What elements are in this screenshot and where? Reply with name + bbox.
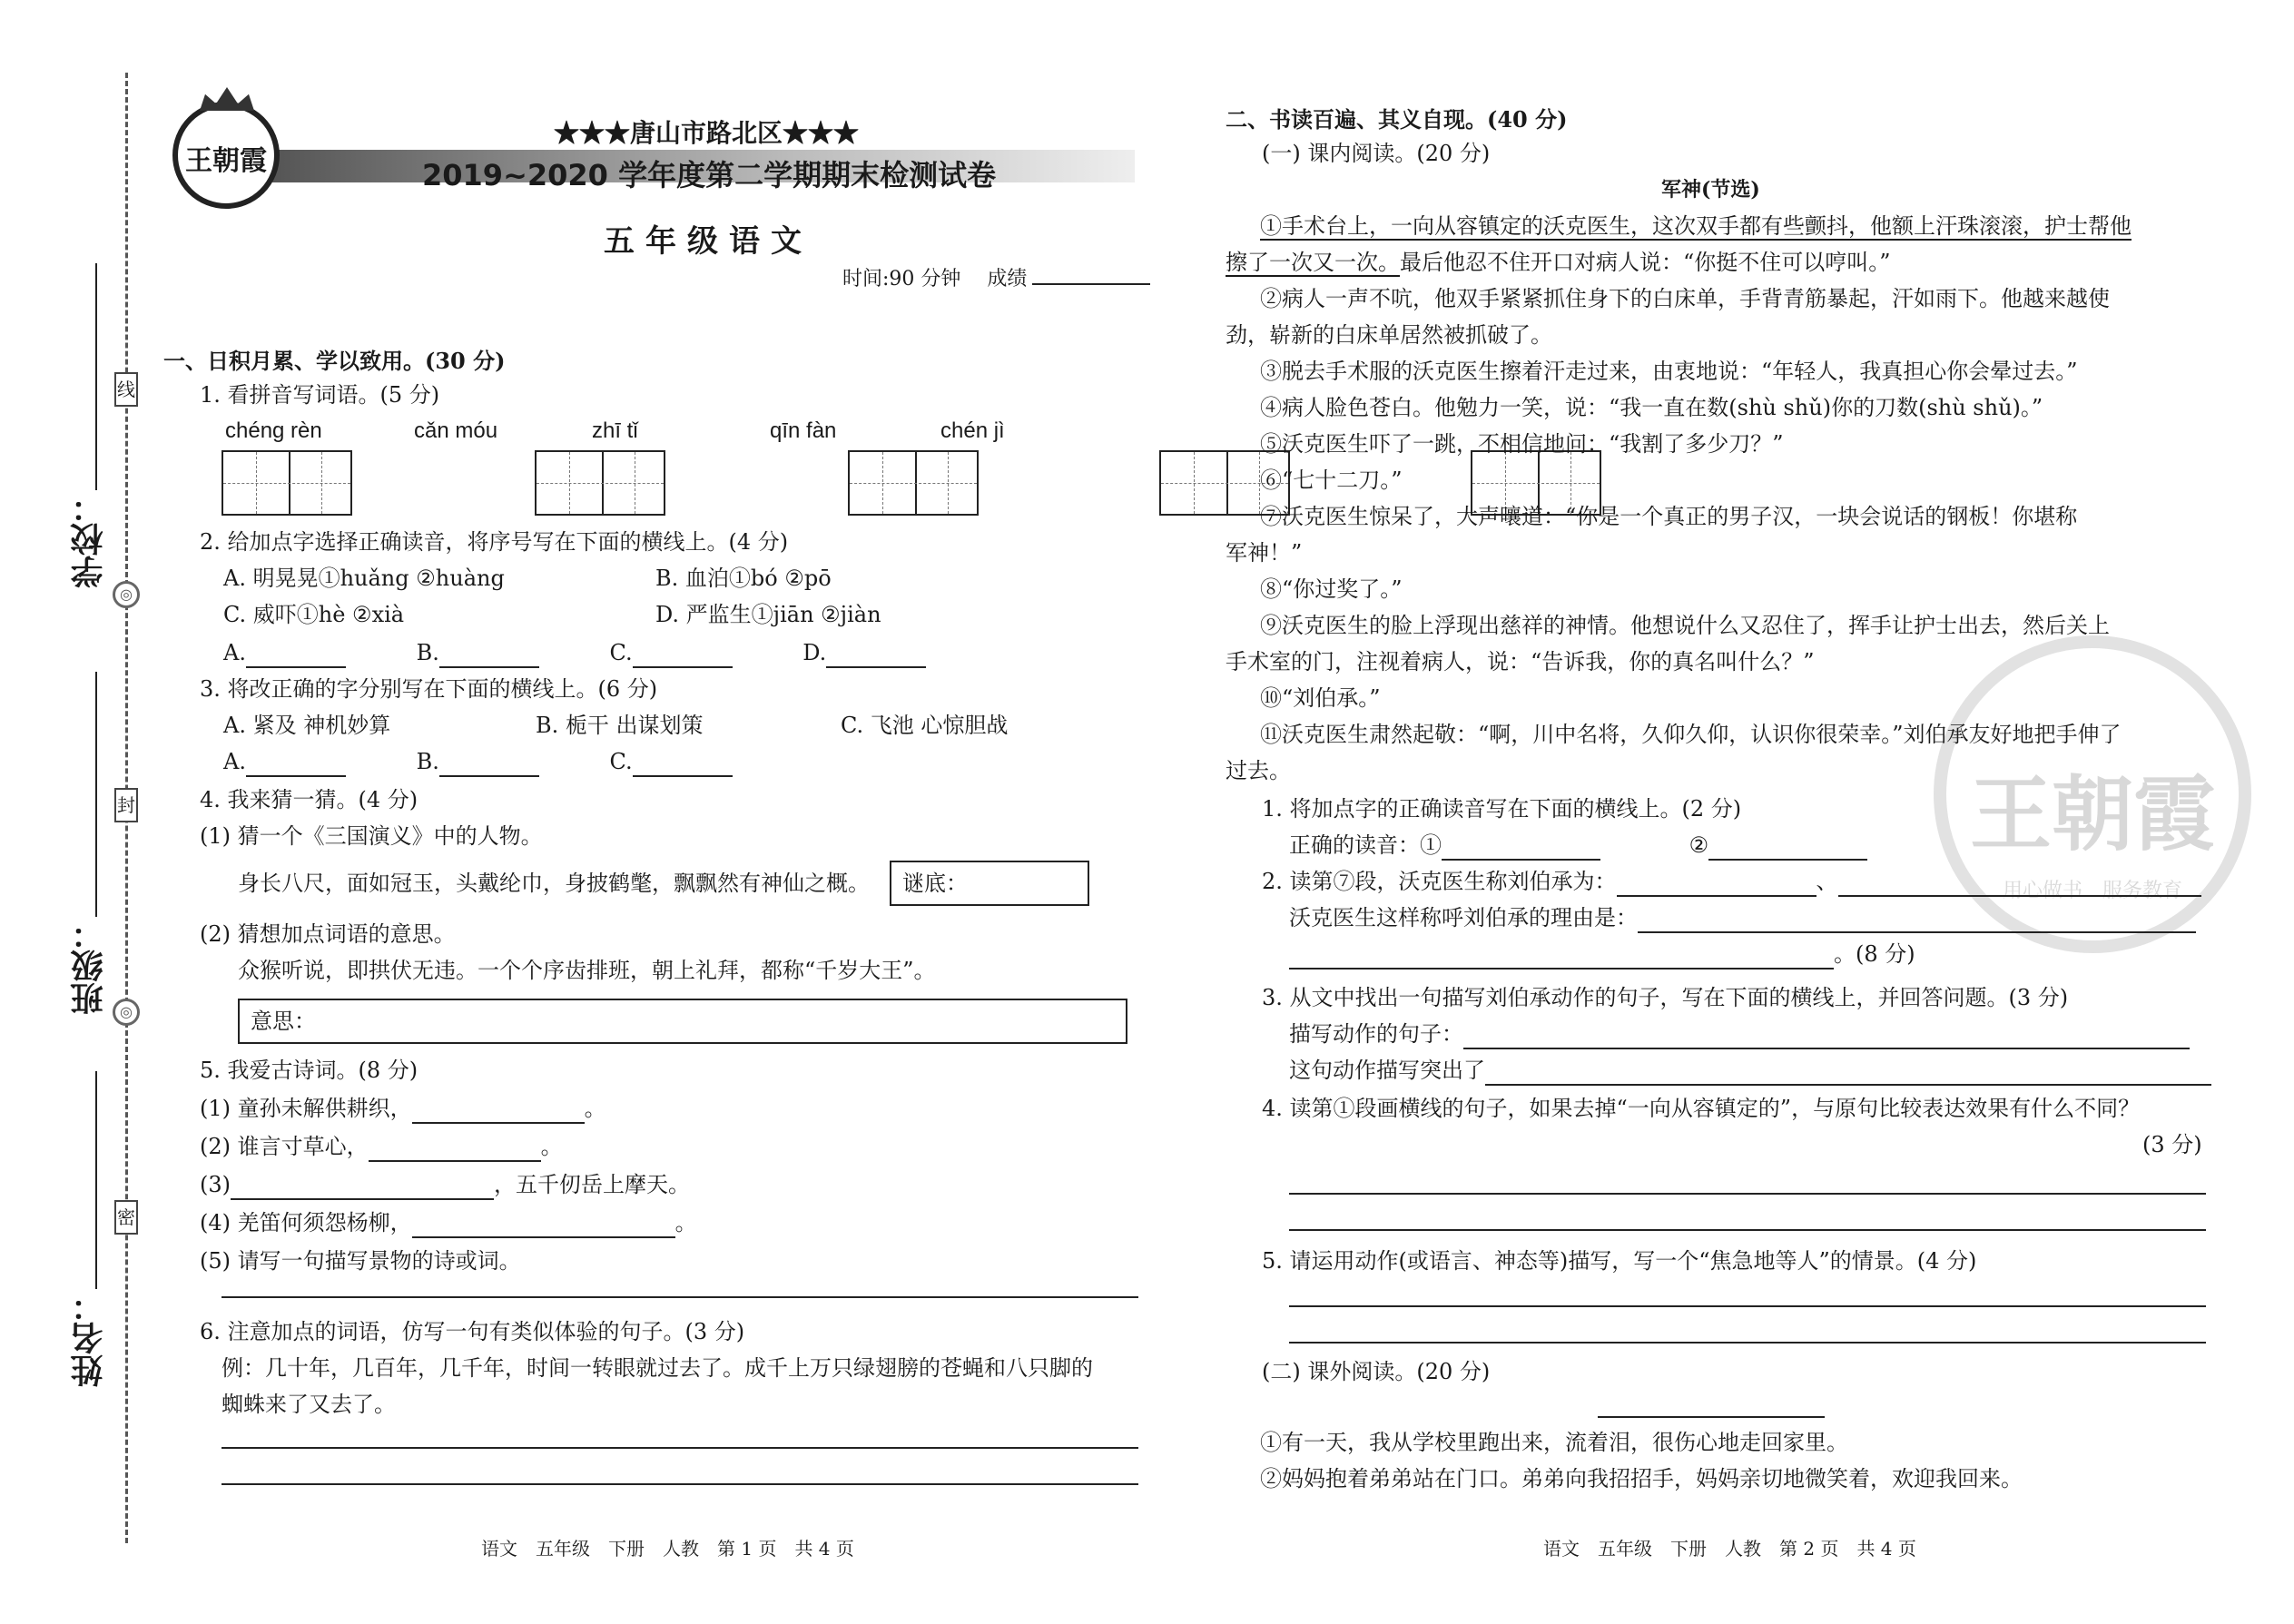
- answer-blank[interactable]: [439, 643, 539, 668]
- class-label: 班级：: [70, 917, 108, 1015]
- s2-q1-answer: 正确的读音：① ②: [1289, 830, 1867, 861]
- q3-option-a: A. 紧及 神机妙算: [223, 713, 391, 738]
- score-field[interactable]: [1032, 283, 1150, 285]
- answer-blank[interactable]: [633, 752, 733, 777]
- q2-option-a: A. 明晃晃①huǎng ②huàng: [223, 566, 505, 591]
- s2-q2: 2. 读第⑦段，沃克医生称刘伯承为： 、: [1262, 866, 2201, 897]
- answer-blank[interactable]: [439, 752, 539, 777]
- s2-q3-b: 这句动作描写突出了: [1289, 1055, 2211, 1086]
- q1-pinyin-3: zhī tǐ: [592, 418, 638, 443]
- seal-line-mark: 线: [114, 372, 138, 407]
- name-label: 姓名：: [70, 1289, 108, 1387]
- q1-pinyin-1: chéng rèn: [225, 418, 322, 443]
- answer-blank[interactable]: [1463, 1024, 2190, 1049]
- s2-q2-score: 。(8 分): [1289, 939, 1915, 969]
- para-9b: 手术室的门，注视着病人，说：“告诉我，你的真名叫什么？”: [1226, 649, 1815, 674]
- para-1b: 擦了一次又一次。最后他忍不住开口对病人说：“你挺不住可以哼叫。”: [1226, 250, 1891, 275]
- para-11a: ⑪沃克医生肃然起敬：“啊，川中名将，久仰久仰，认识你很荣幸。”刘伯承友好地把手伸了: [1260, 722, 2122, 747]
- s2-q2-reason: 沃克医生这样称呼刘伯承的理由是：: [1289, 902, 2196, 933]
- footer-right: 语文 五年级 下册 人教 第 2 页 共 4 页: [1543, 1538, 1916, 1560]
- exam-title: 2019~2020 学年度第二学期期末检测试卷: [422, 158, 997, 192]
- para-6: ⑥“七十二刀。”: [1260, 468, 1403, 493]
- q6-example-2: 蜘蛛来了又去了。: [222, 1392, 396, 1417]
- part2-title: (二) 课外阅读。(20 分): [1262, 1359, 1491, 1384]
- part1-title: (一) 课内阅读。(20 分): [1262, 141, 1491, 166]
- s2-q4: 4. 读第①段画横线的句子，如果去掉“一向从容镇定的”，与原句比较表达效果有什么不同？: [1262, 1096, 2141, 1121]
- s2-q1: 1. 将加点字的正确读音写在下面的横线上。(2 分): [1262, 796, 1742, 822]
- q2-option-d: D. 严监生①jiān ②jiàn: [655, 602, 881, 627]
- para-7b: 军神！”: [1226, 540, 1303, 566]
- q4-part2-text: 众猴听说，即拱伏无违。一个个序齿排班，朝上礼拜，都称“千岁大王”。: [238, 958, 936, 983]
- riddle-answer-box[interactable]: 谜底：: [890, 861, 1089, 906]
- publisher-watermark: 王朝霞 用心做书 服务教育: [1934, 635, 2251, 953]
- name-write-line[interactable]: [95, 1071, 97, 1289]
- school-write-line[interactable]: [95, 263, 97, 490]
- s2-q3-a: 描写动作的句子：: [1289, 1019, 2190, 1049]
- q1-pinyin-4: qīn fàn: [770, 418, 837, 443]
- exam-meta: 时间:90 分钟 成绩: [842, 263, 1150, 291]
- q4-part1: (1) 猜一个《三国演义》中的人物。: [200, 823, 543, 849]
- section2-title: 二、书读百遍、其义自现。(40 分): [1226, 106, 1568, 133]
- q1-pinyin-5: chén jì: [940, 418, 1005, 443]
- q4-part2: (2) 猜想加点词语的意思。: [200, 921, 456, 947]
- seal-seal-mark: 封: [114, 788, 138, 822]
- answer-line[interactable]: [1289, 1229, 2206, 1231]
- s2-q3: 3. 从文中找出一句描写刘伯承动作的句子，写在下面的横线上，并回答问题。(3 分): [1262, 985, 2069, 1010]
- answer-line[interactable]: [222, 1483, 1138, 1485]
- answer-blank[interactable]: [1485, 1060, 2211, 1086]
- para-7a: ⑦沃克医生惊呆了，大声嚷道：“你是一个真正的男子汉，一块会说话的钢板！你堪称: [1260, 504, 2078, 529]
- s2-q4-score: (3 分): [2142, 1132, 2202, 1157]
- exam-region: ★★★唐山市路北区★★★: [554, 118, 860, 148]
- answer-blank[interactable]: [412, 1098, 585, 1124]
- para-5: ⑤沃克医生吓了一跳，不相信地问：“我割了多少刀？”: [1260, 431, 1784, 457]
- binding-strip: [0, 0, 154, 1624]
- meaning-answer-box[interactable]: 意思：: [238, 999, 1127, 1044]
- writing-grid[interactable]: [848, 450, 979, 516]
- publisher-logo: 王朝霞: [172, 102, 280, 209]
- footer-left: 语文 五年级 下册 人教 第 1 页 共 4 页: [481, 1538, 854, 1560]
- para-11b: 过去。: [1226, 758, 1291, 783]
- para-4: ④病人脸色苍白。他勉力一笑，说：“我一直在数(shù shǔ)你的刀数(shù shǔ)。”: [1260, 395, 2043, 420]
- para-9a: ⑨沃克医生的脸上浮现出慈祥的神情。他想说什么又忍住了，挥手让护士出去，然后关上: [1260, 613, 2110, 638]
- answer-blank[interactable]: [246, 643, 346, 668]
- q4-stem: 4. 我来猜一猜。(4 分): [200, 787, 418, 812]
- q4-part1-text: 身长八尺，面如冠玉，头戴纶巾，身披鹤氅，飘飘然有神仙之概。: [238, 871, 870, 896]
- answer-blank[interactable]: [1617, 871, 1816, 897]
- q3-stem: 3. 将改正确的字分别写在下面的横线上。(6 分): [200, 676, 658, 702]
- writing-grid[interactable]: [535, 450, 665, 516]
- answer-line[interactable]: [222, 1296, 1138, 1298]
- answer-blank[interactable]: [369, 1137, 541, 1162]
- answer-blank[interactable]: [1442, 835, 1600, 861]
- para-8: ⑧“你过奖了。”: [1260, 576, 1403, 602]
- answer-blank[interactable]: [1289, 944, 1834, 969]
- answer-blank[interactable]: [826, 643, 926, 668]
- punch-hole-icon: ◎: [113, 581, 140, 608]
- para-10: ⑩“刘伯承。”: [1260, 685, 1381, 711]
- answer-line[interactable]: [222, 1447, 1138, 1449]
- q2-option-b: B. 血泊①bó ②pō: [655, 566, 832, 591]
- answer-blank[interactable]: [412, 1213, 675, 1238]
- q5-line-4: (4) 羌笛何须怨杨柳， 。: [200, 1207, 697, 1238]
- answer-blank[interactable]: [633, 643, 733, 668]
- writing-grid[interactable]: [222, 450, 352, 516]
- q1-pinyin-2: cǎn móu: [414, 418, 498, 443]
- school-label: 学校：: [70, 490, 108, 588]
- class-write-line[interactable]: [95, 672, 97, 917]
- q5-line-3: (3) ，五千仞岳上摩天。: [200, 1169, 690, 1200]
- passage-title-blank[interactable]: [1598, 1416, 1825, 1418]
- passage-title: 军神(节选): [1661, 178, 1760, 202]
- q3-answer-row: A. B. C.: [223, 746, 733, 777]
- q5-line-1: (1) 童孙未解供耕织， 。: [200, 1093, 606, 1124]
- extra-para-1: ①有一天，我从学校里跑出来，流着泪，很伤心地走回家里。: [1260, 1430, 1848, 1455]
- s2-q5: 5. 请运用动作(或语言、神态等)描写，写一个“焦急地等人”的情景。(4 分): [1262, 1248, 1977, 1274]
- para-3: ③脱去手术服的沃克医生擦着汗走过来，由衷地说：“年轻人，我真担心你会晕过去。”: [1260, 359, 2078, 384]
- para-2a: ②病人一声不吭，他双手紧紧抓住身下的白床单，手背青筋暴起，汗如雨下。他越来越使: [1260, 286, 2110, 311]
- crown-icon: [200, 87, 254, 111]
- exam-subject: 五年级语文: [604, 223, 812, 260]
- para-2b: 劲，崭新的白床单居然被抓破了。: [1226, 322, 1552, 348]
- q3-option-b: B. 栀干 出谋划策: [536, 713, 704, 738]
- q2-option-c: C. 威吓①hè ②xià: [223, 602, 405, 627]
- answer-blank[interactable]: [231, 1175, 494, 1200]
- q5-line-2: (2) 谁言寸草心， 。: [200, 1131, 563, 1162]
- q6-stem: 6. 注意加点的词语，仿写一句有类似体验的句子。(3 分): [200, 1319, 745, 1344]
- answer-line[interactable]: [1289, 1342, 2206, 1343]
- extra-para-2: ②妈妈抱着弟弟站在门口。弟弟向我招招手，妈妈亲切地微笑着，欢迎我回来。: [1260, 1466, 2023, 1491]
- seal-secret-mark: 密: [114, 1200, 138, 1235]
- q2-stem: 2. 给加点字选择正确读音，将序号写在下面的横线上。(4 分): [200, 529, 789, 555]
- q5-line-5: (5) 请写一句描写景物的诗或词。: [200, 1248, 521, 1274]
- answer-blank[interactable]: [1708, 835, 1867, 861]
- q5-stem: 5. 我爱古诗词。(8 分): [200, 1058, 418, 1083]
- q1-stem: 1. 看拼音写词语。(5 分): [200, 382, 440, 408]
- answer-blank[interactable]: [1638, 908, 2196, 933]
- para-1a: ①手术台上，一向从容镇定的沃克医生，这次双手都有些颤抖，他额上汗珠滚滚，护士帮他: [1260, 213, 2132, 239]
- answer-line[interactable]: [1289, 1193, 2206, 1195]
- q2-answer-row: A. B. C. D.: [223, 637, 926, 668]
- punch-hole-icon: ◎: [113, 999, 140, 1026]
- q6-example-1: 例：几十年，几百年，几千年，时间一转眼就过去了。成千上万只绿翅膀的苍蝇和八只脚的: [222, 1355, 1093, 1381]
- q3-option-c: C. 飞池 心惊胆战: [841, 713, 1009, 738]
- answer-blank[interactable]: [1838, 871, 2201, 897]
- answer-blank[interactable]: [246, 752, 346, 777]
- answer-line[interactable]: [1289, 1305, 2206, 1307]
- section1-title: 一、日积月累、学以致用。(30 分): [163, 348, 506, 374]
